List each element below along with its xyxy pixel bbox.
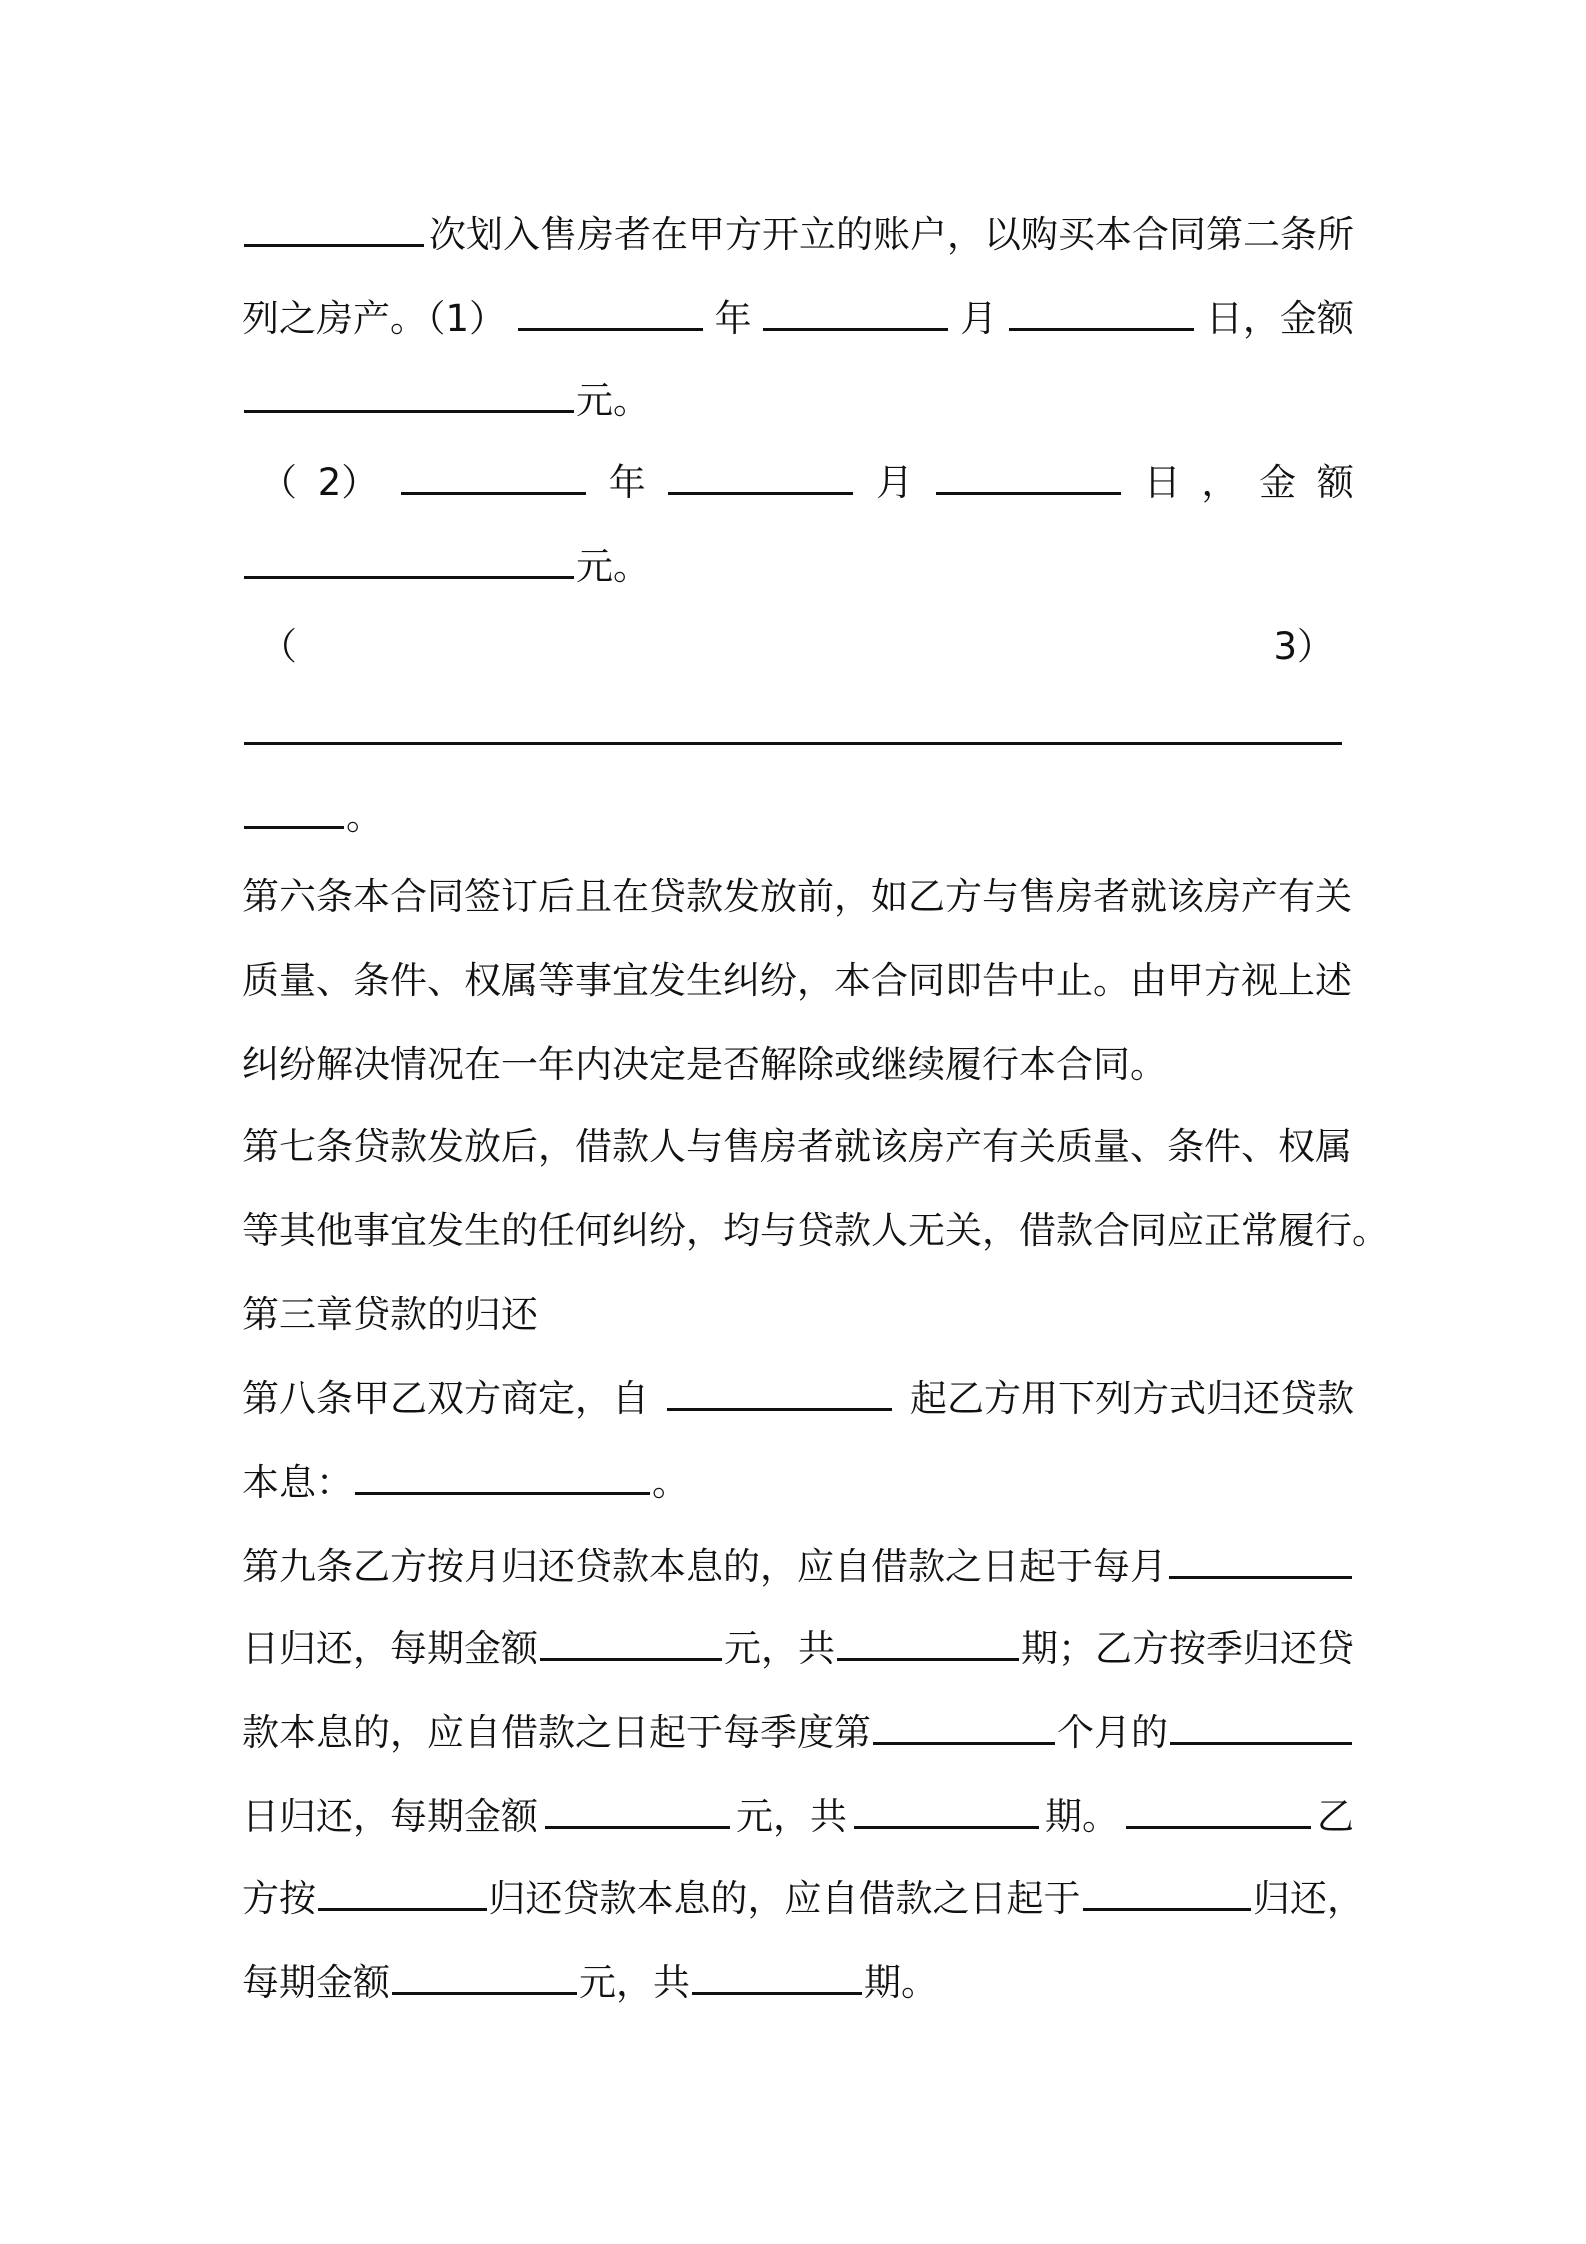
text-segment: 元。 (576, 379, 650, 422)
text-line (260, 622, 1334, 672)
text-line (242, 790, 1354, 840)
fill-blank[interactable] (1170, 1706, 1352, 1745)
text-segment: 等其他事宜发生的任何纠纷，均与贷款人无关，借款合同应正常履行。 (242, 1209, 1389, 1252)
text-segment: 纠纷解决情况在一年内决定是否解除或继续履行本合同。 (242, 1043, 1167, 1086)
text-segment: 起乙方用下列方式归还贷款 (910, 1377, 1354, 1420)
text-segment: 归还贷款本息的，应自借款之日起于 (488, 1877, 1081, 1920)
text-segment: 方按 (242, 1877, 316, 1920)
text-segment: 年 (608, 461, 646, 504)
text-segment: 3） (1273, 625, 1334, 668)
fill-blank[interactable] (692, 1956, 862, 1995)
fill-blank[interactable] (244, 374, 574, 413)
fill-blank[interactable] (244, 706, 1342, 745)
text-segment: 第八条甲乙双方商定，自 (242, 1377, 649, 1420)
text-segment: 年 (714, 297, 752, 340)
text-line (242, 1372, 1354, 1422)
text-line (260, 456, 1354, 506)
text-segment: 个月的 (1057, 1711, 1168, 1754)
text-segment: 归还， (1253, 1877, 1364, 1920)
fill-blank[interactable] (518, 292, 703, 331)
fill-blank[interactable] (355, 1456, 650, 1495)
text-segment: 次划入售房者在甲方开立的账户，以购买本合同第二条所 (429, 213, 1354, 256)
fill-blank[interactable] (545, 1790, 730, 1829)
text-segment: 日，金额 (1205, 297, 1354, 340)
fill-blank[interactable] (837, 1622, 1019, 1661)
text-segment: 第三章贷款的归还 (242, 1293, 538, 1336)
text-segment: 。 (346, 795, 383, 838)
text-line (242, 1706, 1354, 1756)
text-segment: 月 (876, 461, 914, 504)
fill-blank[interactable] (244, 208, 424, 247)
text-line (242, 374, 1354, 424)
fill-blank[interactable] (1083, 1872, 1252, 1911)
text-segment: （ (260, 461, 297, 504)
fill-blank[interactable] (667, 1372, 892, 1411)
fill-blank[interactable] (1169, 1540, 1352, 1579)
text-line (242, 872, 1354, 922)
text-segment: 。 (652, 1461, 689, 1504)
text-line (242, 1956, 1354, 2006)
text-segment: 质量、条件、权属等事宜发生纠纷，本合同即告中止。由甲方视上述 (242, 959, 1352, 1002)
fill-blank[interactable] (401, 456, 586, 495)
text-segment: 每期金额 (242, 1961, 390, 2004)
text-segment: 列之房产。（1） (242, 297, 507, 340)
text-segment: 元。 (576, 545, 650, 588)
fill-blank[interactable] (668, 456, 853, 495)
text-line (242, 1206, 1389, 1256)
fill-blank[interactable] (318, 1872, 487, 1911)
fill-blank[interactable] (540, 1622, 722, 1661)
text-segment: 2） (317, 461, 379, 504)
text-segment: 第七条贷款发放后，借款人与售房者就该房产有关质量、条件、权属 (242, 1125, 1352, 1168)
text-line (242, 956, 1354, 1006)
fill-blank[interactable] (392, 1956, 577, 1995)
text-segment: 日归还，每期金额 (242, 1627, 538, 1670)
text-segment: 元，共 (724, 1627, 835, 1670)
text-segment: 款本息的，应自借款之日起于每季度第 (242, 1711, 871, 1754)
text-segment: 日归还，每期金额 (242, 1795, 538, 1838)
text-line (242, 1790, 1354, 1840)
fill-blank[interactable] (936, 456, 1121, 495)
text-line (242, 1622, 1354, 1672)
text-segment: 第六条本合同签订后且在贷款发放前，如乙方与售房者就该房产有关 (242, 875, 1352, 918)
text-segment: 日 (1143, 461, 1181, 504)
fill-blank[interactable] (873, 1706, 1055, 1745)
text-segment: 元，共 (579, 1961, 690, 2004)
fill-blank[interactable] (244, 540, 574, 579)
text-line (242, 1872, 1364, 1922)
text-line (242, 1290, 1354, 1340)
fill-blank[interactable] (1126, 1790, 1311, 1829)
text-segment: ， (1201, 461, 1239, 504)
text-segment: 期。 (1045, 1795, 1119, 1838)
text-segment: 乙 (1317, 1795, 1354, 1838)
text-line (242, 1040, 1354, 1090)
text-segment: 本息： (242, 1461, 353, 1504)
text-line (242, 706, 1354, 756)
text-segment: 期；乙方按季归还贷 (1021, 1627, 1354, 1670)
fill-blank[interactable] (1009, 292, 1194, 331)
text-segment: 元，共 (736, 1795, 847, 1838)
fill-blank[interactable] (244, 790, 344, 829)
text-line (242, 292, 1354, 342)
text-line (242, 1540, 1354, 1590)
text-segment: 金 (1259, 461, 1297, 504)
text-line (242, 1122, 1354, 1172)
text-line (242, 1456, 1354, 1506)
text-line (242, 540, 1354, 590)
fill-blank[interactable] (854, 1790, 1039, 1829)
text-line (242, 208, 1354, 258)
text-segment: 月 (960, 297, 998, 340)
text-segment: 期。 (864, 1961, 938, 2004)
fill-blank[interactable] (763, 292, 948, 331)
text-segment: （ (260, 625, 297, 668)
text-segment: 额 (1316, 461, 1354, 504)
text-segment: 第九条乙方按月归还贷款本息的，应自借款之日起于每月 (242, 1545, 1167, 1588)
